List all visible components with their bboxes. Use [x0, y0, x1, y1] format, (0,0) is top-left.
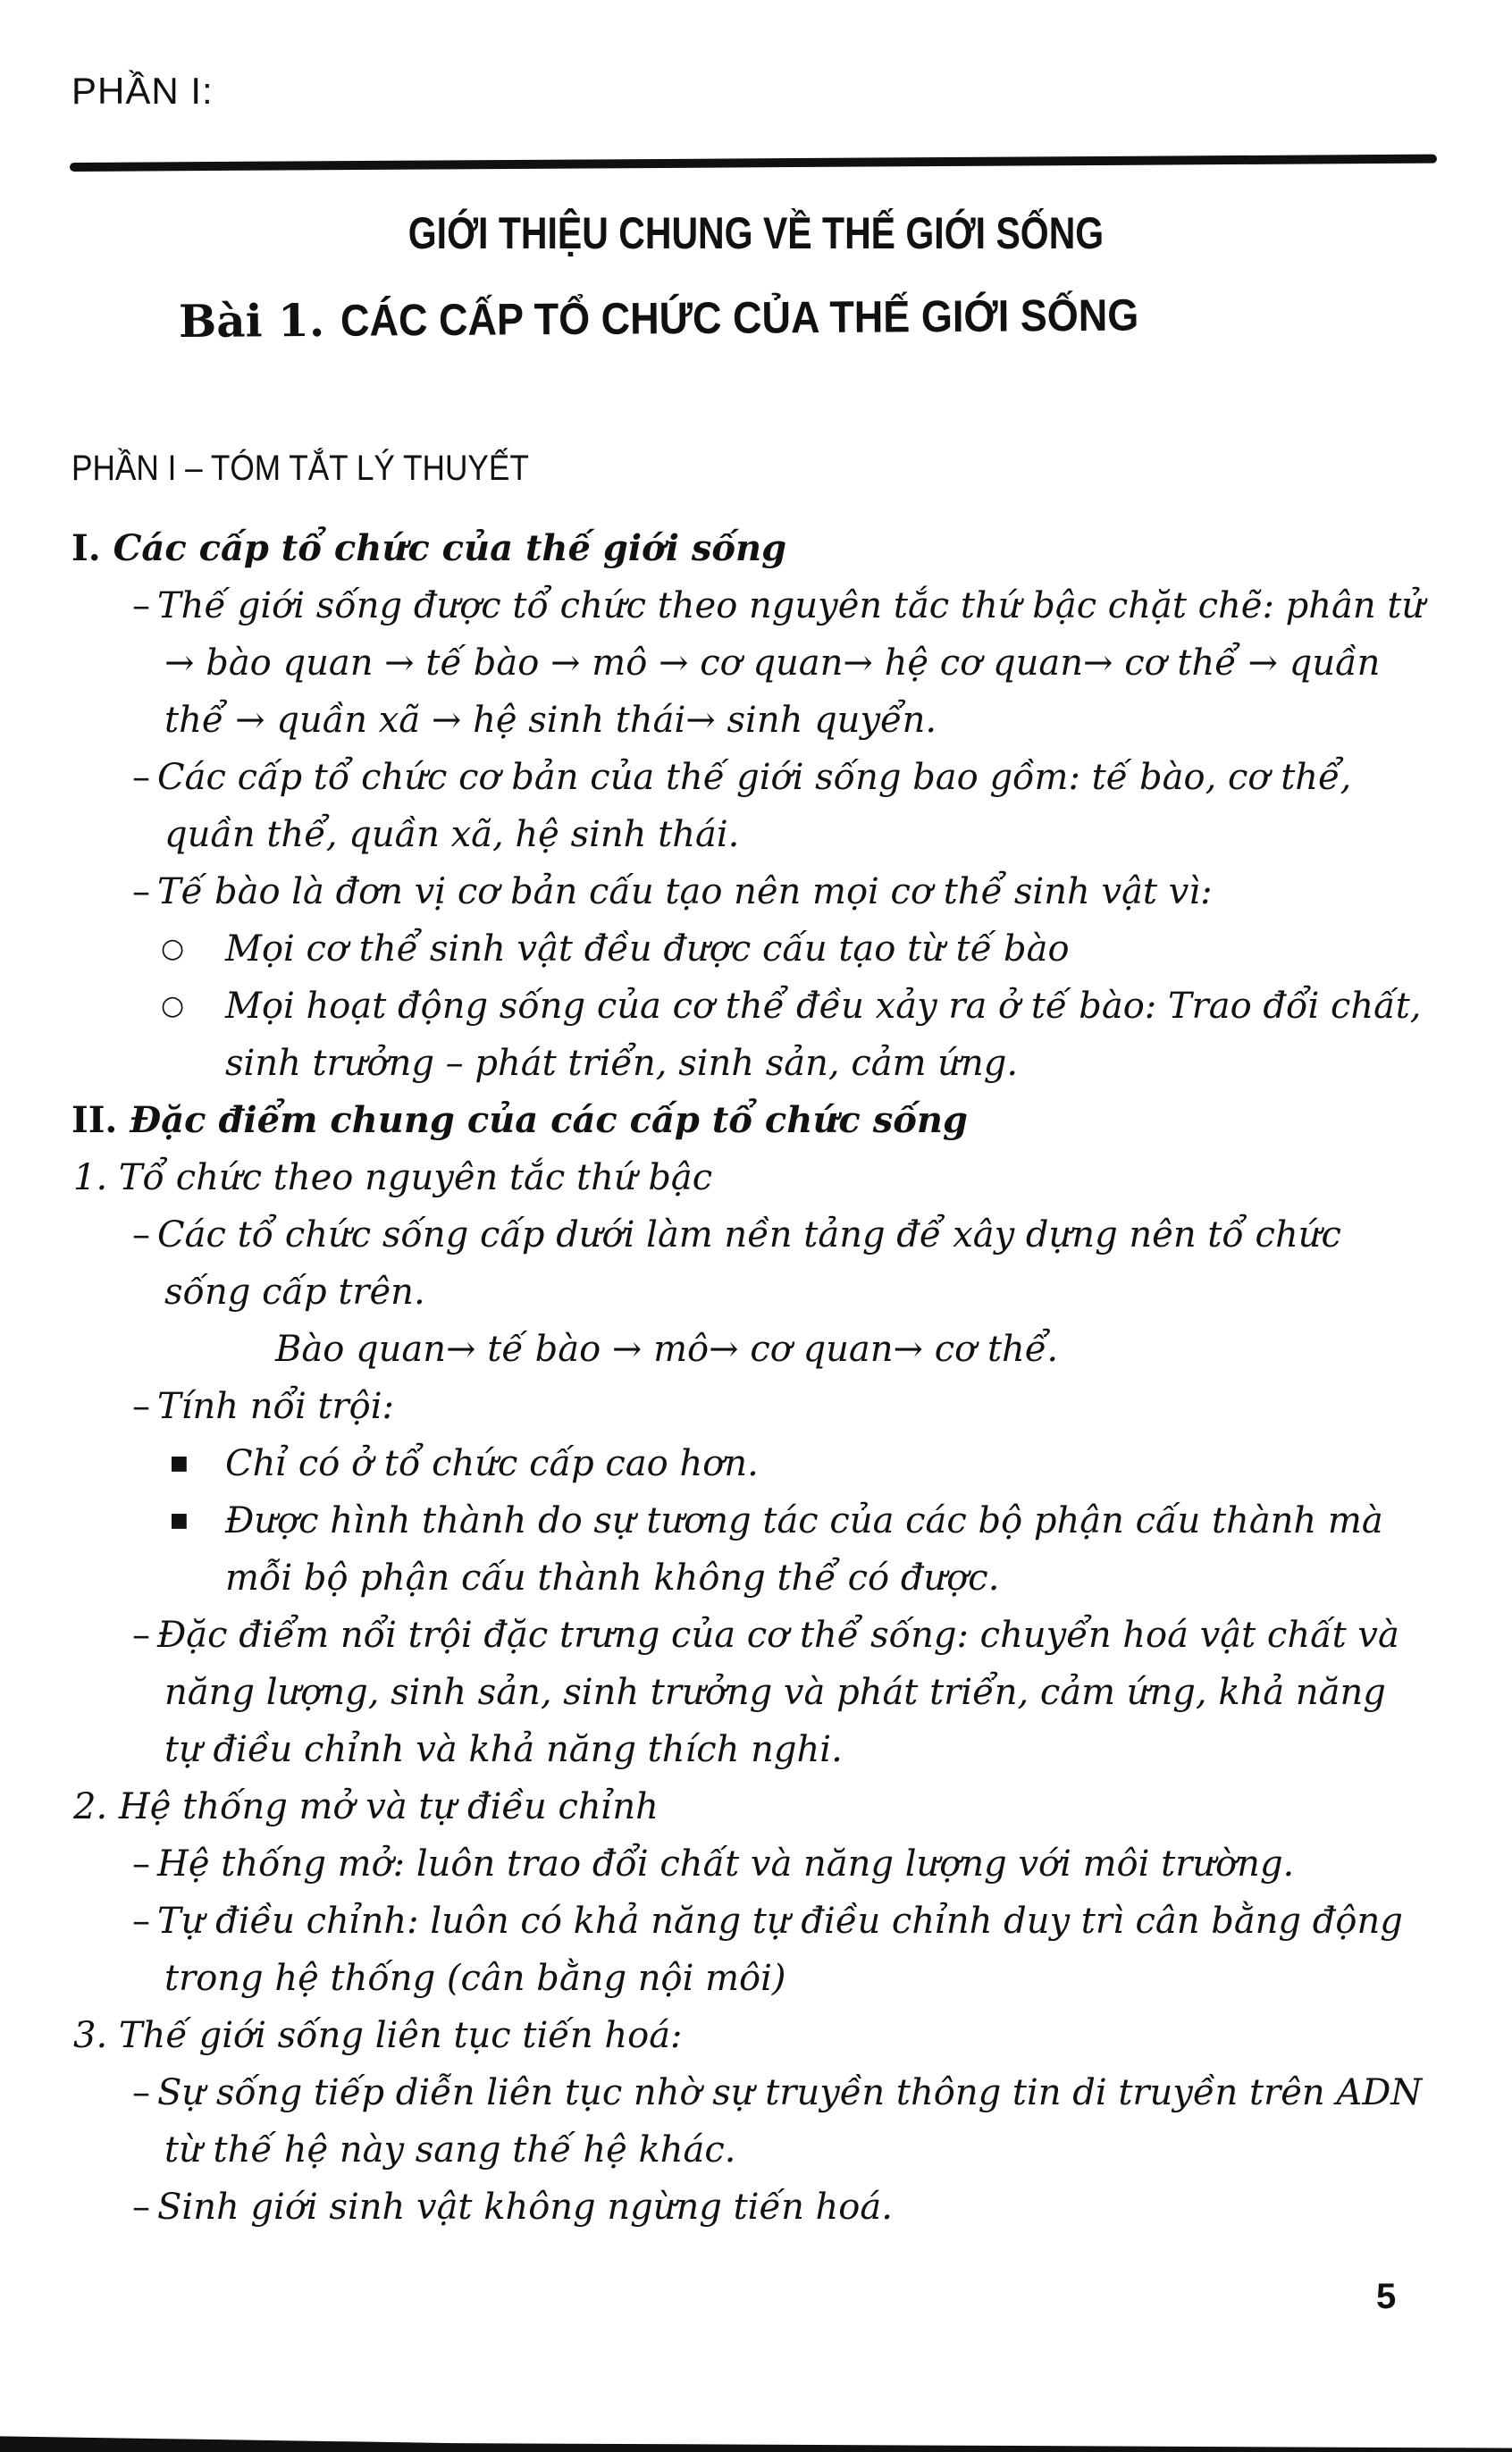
dash-marker: –	[132, 1843, 150, 1885]
dash-marker: –	[132, 2187, 150, 2228]
subheading-2: 2. Hệ thống mở và tự điều chỉnh	[73, 1786, 659, 1827]
header-rule	[70, 155, 1437, 172]
item-text: Đặc điểm nổi trội đặc trưng của cơ thể sống: chuyển hoá vật chất và năng lượng, sinh sản, sinh trưởng và phát triển, cảm ứng, khả năng tự điều chỉnh và khả năng thích nghi.	[157, 1615, 1399, 1770]
list-item	[71, 2179, 1430, 2236]
item-text: Tế bào là đơn vị cơ bản cấu tạo nên mọi cơ thể sinh vật vì:	[157, 871, 1213, 912]
dash-marker: –	[132, 1214, 150, 1255]
item-text: Các tổ chức sống cấp dưới làm nền tảng để xây dựng nên tổ chức sống cấp trên.	[157, 1214, 1341, 1313]
item-text: Sinh giới sinh vật không ngừng tiến hoá.	[157, 2187, 893, 2228]
chapter-title: GIỚI THIỆU CHUNG VỀ THẾ GIỚI SỐNG	[407, 208, 1105, 258]
list-item	[71, 2064, 1430, 2179]
item-text: Thế giới sống được tổ chức theo nguyên tắc thứ bậc chặt chẽ: phân tử → bào quan → tế bào → mô → cơ quan→ hệ cơ quan→ cơ thể → quần thể → quần xã → hệ sinh thái→ sinh quyển.	[157, 585, 1425, 741]
subheading-3: 3. Thế giới sống liên tục tiến hoá:	[73, 2015, 683, 2056]
dash-marker: –	[132, 871, 150, 912]
part-label: PHẦN I:	[71, 70, 214, 112]
dash-marker: –	[132, 1615, 150, 1656]
item-text: Sự sống tiếp diễn liên tục nhờ sự truyền thông tin di truyền trên ADN từ thế hệ này sang thế hệ khác.	[157, 2072, 1423, 2171]
lesson-title	[179, 288, 1228, 348]
list-item	[71, 1378, 1430, 1435]
lesson-name: CÁC CẤP TỔ CHỨC CỦA THẾ GIỚI SỐNG	[340, 290, 1139, 346]
list-item	[71, 863, 1430, 920]
item-text: Hệ thống mở: luôn trao đổi chất và năng lượng với môi trường.	[157, 1843, 1295, 1885]
sub-list-item	[71, 978, 1430, 1092]
heading-section-1	[71, 520, 1430, 577]
square-bullet-icon: ■	[170, 1452, 189, 1474]
item-text: Các cấp tổ chức cơ bản của thế giới sống bao gồm: tế bào, cơ thể, quần thể, quần xã, hệ sinh thái.	[157, 757, 1352, 855]
item-text: Tính nổi trội:	[157, 1386, 394, 1427]
item-text: Mọi hoạt động sống của cơ thể đều xảy ra ở tế bào: Trao đổi chất, sinh trưởng – phát triển, sinh sản, cảm ứng.	[225, 986, 1422, 1084]
item-text: Được hình thành do sự tương tác của các bộ phận cấu thành mà mỗi bộ phận cấu thành không thể có được.	[225, 1500, 1383, 1599]
item-text: Tự điều chỉnh: luôn có khả năng tự điều chỉnh duy trì cân bằng động trong hệ thống (cân bằng nội môi)	[157, 1901, 1403, 1999]
list-item	[71, 577, 1430, 749]
dash-marker: –	[132, 1901, 150, 1942]
theory-content	[71, 520, 1430, 2236]
sub-list-item	[71, 1492, 1430, 1607]
subheading-1: 1. Tổ chức theo nguyên tắc thứ bậc	[73, 1157, 713, 1198]
heading-number: I.	[71, 527, 101, 569]
square-bullet-icon: ■	[170, 1509, 189, 1532]
scan-bottom-edge	[0, 2432, 1512, 2452]
section-heading: PHẦN I – TÓM TẮT LÝ THUYẾT	[71, 449, 529, 488]
list-item	[71, 1607, 1430, 1778]
circle-bullet-icon: ○	[161, 990, 185, 1021]
item-text: Chỉ có ở tổ chức cấp cao hơn.	[225, 1443, 759, 1484]
heading-text: Đặc điểm chung của các cấp tổ chức sống	[130, 1099, 968, 1141]
page-number: 5	[1376, 2277, 1397, 2316]
sub-list-item	[71, 920, 1430, 978]
heading-number: II.	[71, 1099, 118, 1141]
lesson-number: Bài 1.	[178, 293, 325, 348]
dash-marker: –	[132, 585, 150, 626]
dash-marker: –	[132, 1386, 150, 1427]
list-item	[71, 1893, 1430, 2007]
circle-bullet-icon: ○	[161, 933, 185, 964]
heading-text: Các cấp tổ chức của thế giới sống	[113, 527, 787, 569]
dash-marker: –	[132, 757, 150, 798]
item-text: Mọi cơ thể sinh vật đều được cấu tạo từ tế bào	[225, 928, 1070, 970]
list-item	[71, 749, 1430, 863]
list-item	[71, 1835, 1430, 1893]
hierarchy-flow: Bào quan→ tế bào → mô→ cơ quan→ cơ thể.	[275, 1329, 1059, 1370]
sub-list-item	[71, 1435, 1430, 1492]
list-item	[71, 1206, 1430, 1321]
dash-marker: –	[132, 2072, 150, 2113]
heading-section-2	[71, 1092, 1430, 1149]
